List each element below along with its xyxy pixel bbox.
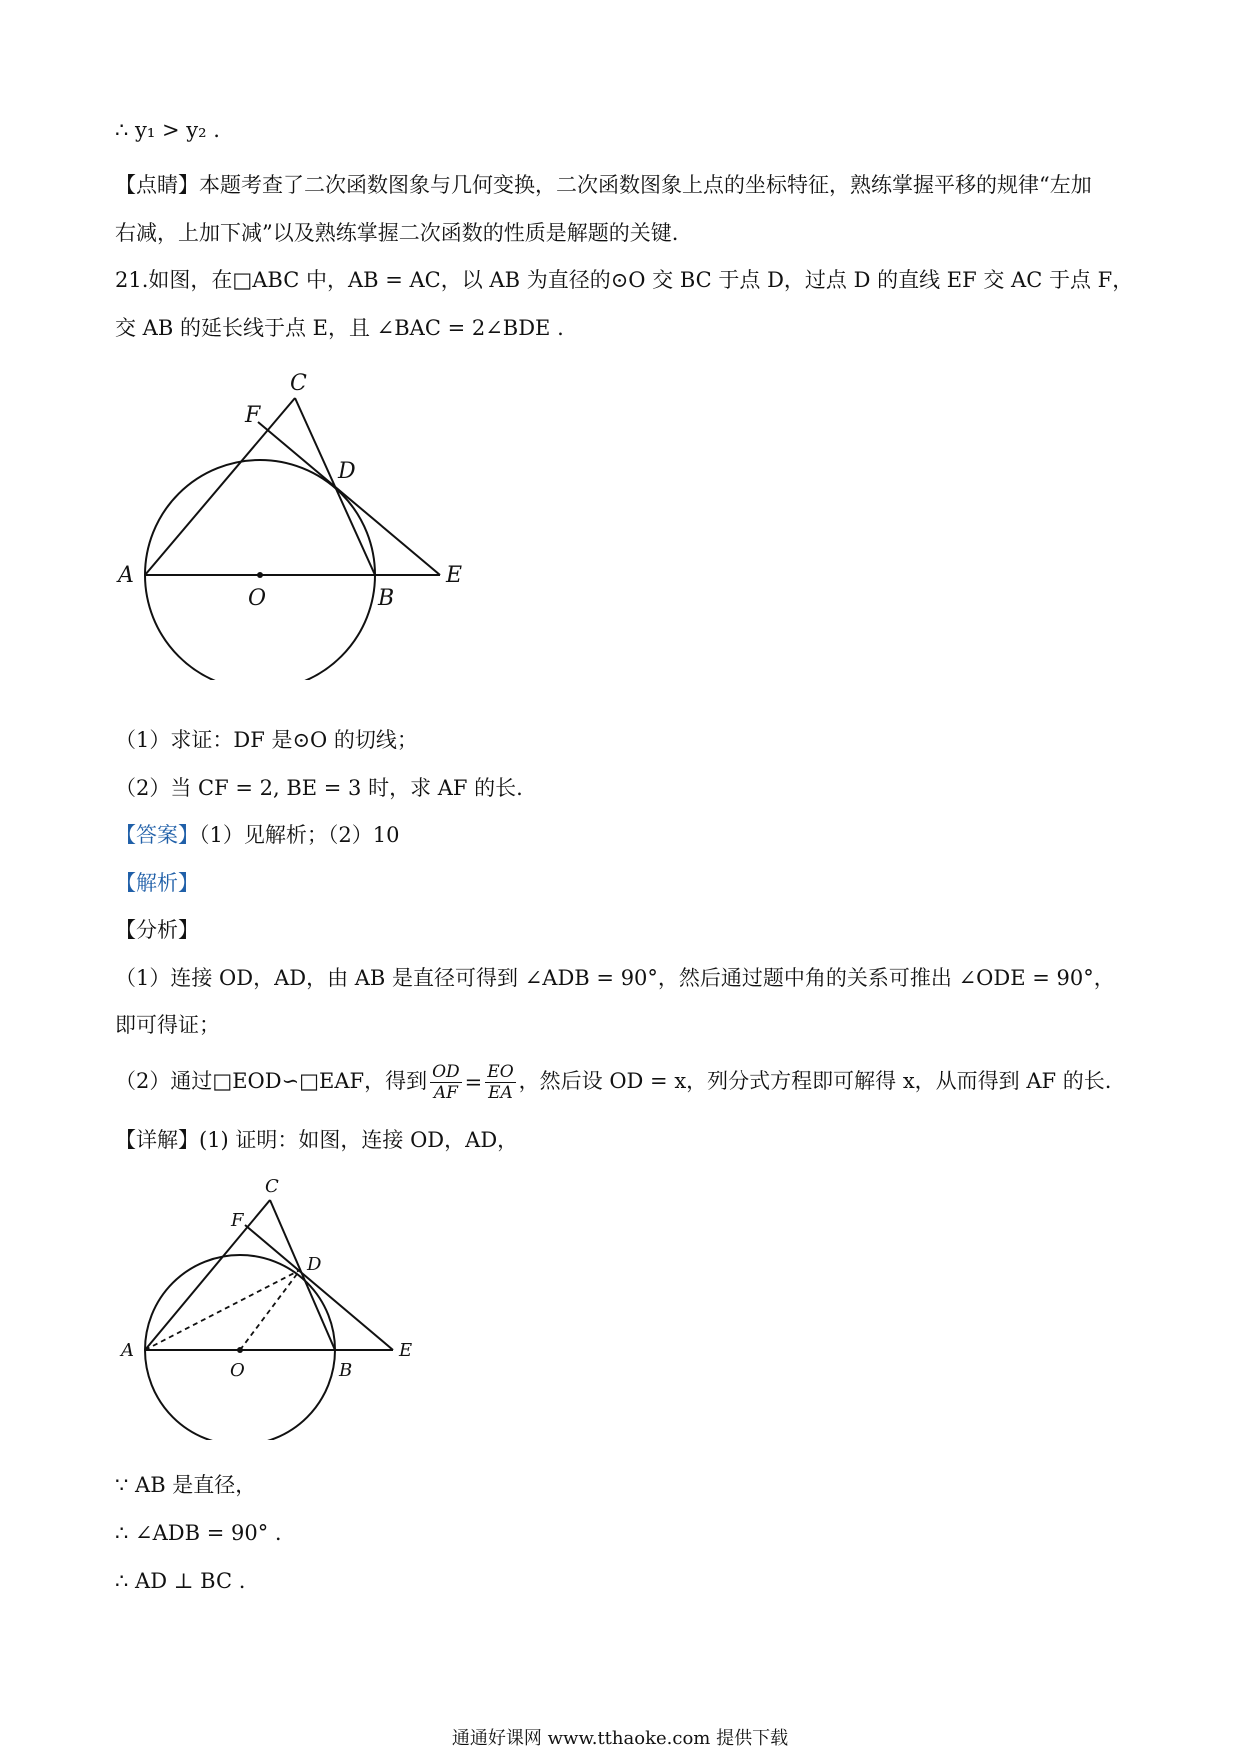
geometry-figure-2 xyxy=(115,1170,435,1440)
label-a-2: A xyxy=(121,1340,134,1361)
label-e-2: E xyxy=(399,1340,413,1361)
fenxi-heading: 【分析】 xyxy=(115,918,199,942)
label-c: C xyxy=(290,371,307,396)
label-f: F xyxy=(245,403,261,428)
dashed-ad xyxy=(145,1270,300,1350)
question-line-2: 交 AB 的延长线于点 E，且 ∠BAC = 2∠BDE . xyxy=(115,316,564,340)
circle-o xyxy=(145,460,375,680)
step-1: ∵ AB 是直径， xyxy=(115,1473,257,1497)
analysis-2 xyxy=(115,1062,1111,1103)
answer-text: （1）见解析；（2）10 xyxy=(199,823,400,847)
equals-sign: = xyxy=(464,1070,483,1095)
geometry-figure-1 xyxy=(110,360,510,680)
segment-fe xyxy=(258,422,440,575)
step-3: ∴ AD ⊥ BC . xyxy=(115,1569,246,1593)
jiexi-heading: 【解析】 xyxy=(115,871,199,895)
center-point xyxy=(257,572,263,578)
segment-ac xyxy=(145,398,295,575)
segment-ac-2 xyxy=(145,1200,270,1350)
label-a: A xyxy=(118,563,134,588)
label-b-2: B xyxy=(339,1360,353,1381)
detail-line: 【详解】(1) 证明：如图，连接 OD，AD， xyxy=(115,1128,519,1152)
question-line-1: 21.如图，在□ABC 中，AB = AC，以 AB 为直径的⊙O 交 BC 于点 D，过点 D 的直线 EF 交 AC 于点 F， xyxy=(115,268,1134,292)
label-d: D xyxy=(338,459,356,484)
analysis-1b: 即可得证； xyxy=(115,1013,220,1037)
answer-line xyxy=(115,820,399,850)
center-point-2 xyxy=(237,1347,243,1353)
fraction-od-af: $\frac{OD}{AF}$ xyxy=(432,1062,460,1103)
analysis-1a: （1）连接 OD，AD，由 AB 是直径可得到 ∠ADB = 90°，然后通过题中角的关系可推出 ∠ODE = 90°， xyxy=(115,966,1115,990)
label-o: O xyxy=(248,586,267,611)
analysis-2-post: ，然后设 OD = x，列分式方程即可解得 x，从而得到 AF 的长. xyxy=(518,1069,1112,1093)
label-e: E xyxy=(446,563,463,588)
analysis-2-pre: （2）通过□EOD∽□EAF，得到 xyxy=(115,1069,428,1093)
label-c-2: C xyxy=(265,1176,279,1197)
answer-tag: 【答案】 xyxy=(115,823,199,847)
label-d-2: D xyxy=(307,1254,322,1275)
part-1: （1）求证：DF 是⊙O 的切线； xyxy=(115,728,418,752)
part-2: （2）当 CF = 2, BE = 3 时，求 AF 的长. xyxy=(115,776,523,800)
conclusion-line: ∴ y₁ > y₂ . xyxy=(115,118,220,142)
label-b: B xyxy=(378,586,395,611)
label-o-2: O xyxy=(230,1360,245,1381)
dashed-od xyxy=(240,1270,300,1350)
dianjing-line-2: 右减，上加下减”以及熟练掌握二次函数的性质是解题的关键. xyxy=(115,221,679,245)
label-f-2: F xyxy=(231,1210,244,1231)
fraction-eo-ea: $\frac{EO}{EA}$ xyxy=(487,1062,514,1103)
step-2: ∴ ∠ADB = 90° . xyxy=(115,1521,282,1545)
dianjing-line-1: 【点睛】本题考查了二次函数图象与几何变换，二次函数图象上点的坐标特征，熟练掌握平移的规律“左加 xyxy=(115,173,1092,197)
page-footer: 通通好课网 www.tthaoke.com 提供下载 xyxy=(451,1728,789,1749)
segment-cb-2 xyxy=(270,1200,335,1350)
